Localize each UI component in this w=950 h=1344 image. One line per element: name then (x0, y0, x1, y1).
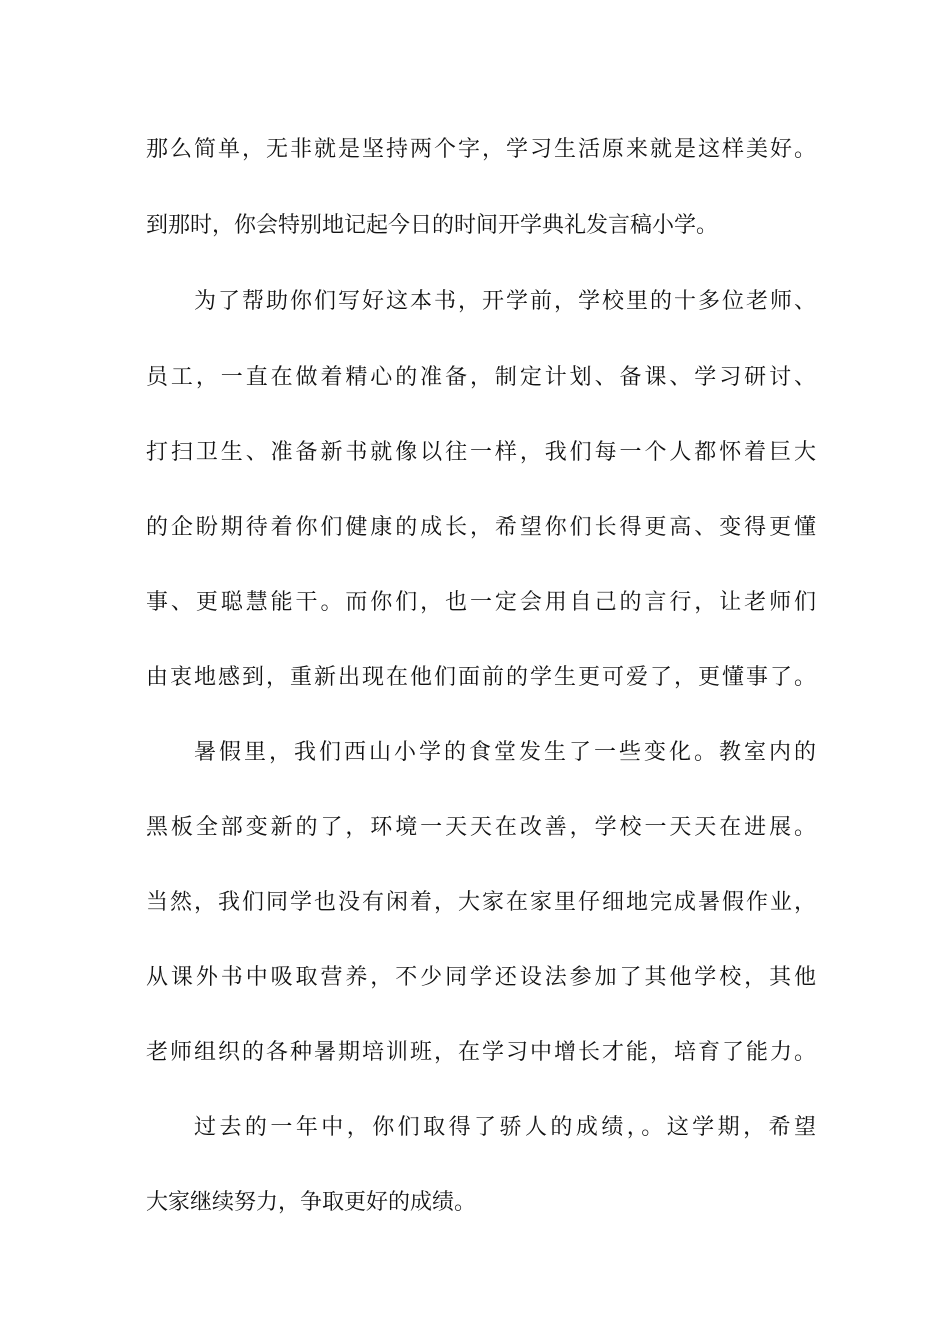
text-line-9: 暑假里，我们西山小学的食堂发生了一些变化。教室内的 (194, 740, 816, 765)
text-line-1: 那么简单，无非就是坚持两个字，学习生活原来就是这样美好。 (146, 137, 816, 162)
text-line-12: 从课外书中吸取营养，不少同学还设法参加了其他学校，其他 (146, 965, 816, 990)
text-line-5: 打扫卫生、准备新书就像以往一样，我们每一个人都怀着巨大 (146, 440, 816, 465)
text-line-8: 由衷地感到，重新出现在他们面前的学生更可爱了，更懂事了。 (146, 665, 816, 690)
text-line-13: 老师组织的各种暑期培训班，在学习中增长才能，培育了能力。 (146, 1040, 816, 1065)
text-line-14: 过去的一年中，你们取得了骄人的成绩，。这学期，希望 (194, 1115, 816, 1140)
text-line-6: 的企盼期待着你们健康的成长，希望你们长得更高、变得更懂 (146, 515, 816, 540)
text-line-11: 当然，我们同学也没有闲着，大家在家里仔细地完成暑假作业， (146, 890, 816, 915)
text-line-3: 为了帮助你们写好这本书，开学前，学校里的十多位老师、 (194, 289, 816, 314)
text-line-7: 事、更聪慧能干。而你们，也一定会用自己的言行，让老师们 (146, 590, 816, 615)
text-line-4: 员工，一直在做着精心的准备，制定计划、备课、学习研讨、 (146, 365, 816, 390)
text-line-2: 到那时，你会特别地记起今日的时间开学典礼发言稿小学。 (146, 213, 719, 238)
text-line-10: 黑板全部变新的了，环境一天天在改善，学校一天天在进展。 (146, 815, 816, 840)
text-line-15: 大家继续努力，争取更好的成绩。 (146, 1190, 477, 1215)
